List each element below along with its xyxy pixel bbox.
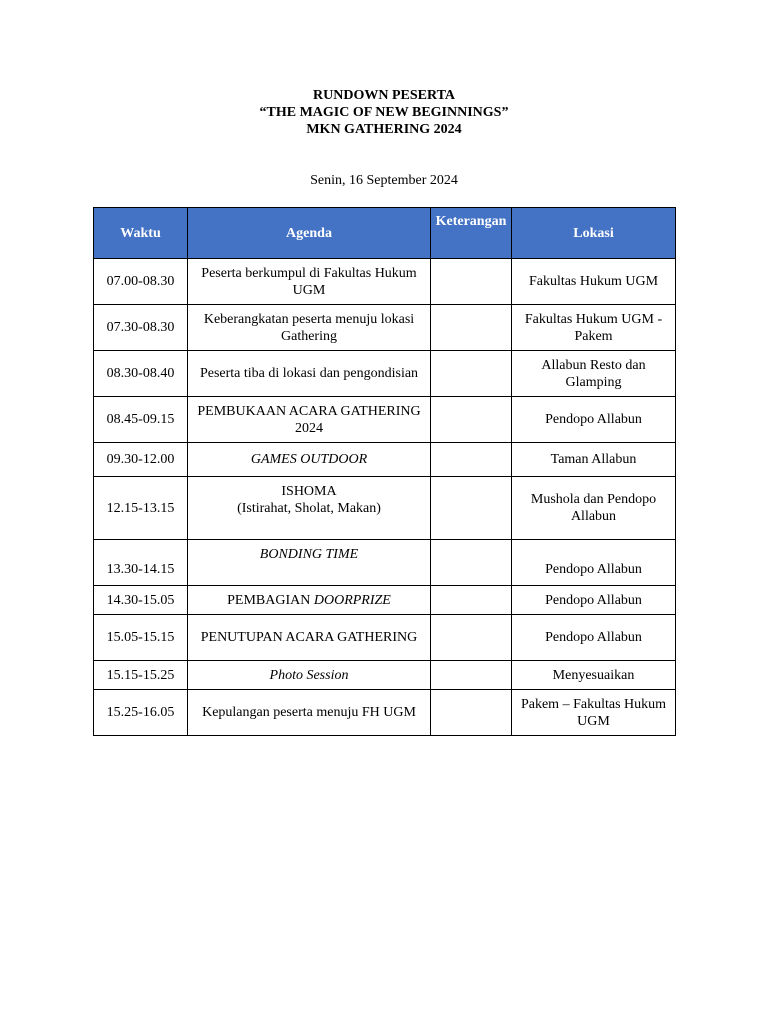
cell-waktu: 07.00-08.30	[94, 259, 188, 305]
header-keterangan: Keterangan	[431, 208, 512, 259]
cell-waktu: 15.25-16.05	[94, 690, 188, 736]
agenda-main: ISHOMA	[281, 484, 337, 499]
table-row	[94, 690, 676, 736]
cell-lokasi: Pakem – Fakultas Hukum UGM	[512, 690, 676, 736]
cell-waktu: 08.30-08.40	[94, 351, 188, 397]
title-line-3: MKN GATHERING 2024	[306, 122, 462, 137]
cell-waktu: 13.30-14.15	[94, 540, 188, 586]
cell-lokasi: Allabun Resto dan Glamping	[512, 351, 676, 397]
cell-keterangan	[431, 540, 512, 586]
cell-lokasi: Pendopo Allabun	[512, 540, 676, 586]
cell-keterangan	[431, 397, 512, 443]
cell-agenda: Photo Session	[188, 661, 431, 690]
cell-agenda: Peserta tiba di lokasi dan pengondisian	[188, 351, 431, 397]
cell-waktu: 08.45-09.15	[94, 397, 188, 443]
agenda-subtext: (Istirahat, Sholat, Makan)	[237, 501, 381, 516]
cell-agenda: Keberangkatan peserta menuju lokasi Gathering	[188, 305, 431, 351]
table-row	[94, 477, 676, 540]
event-date: Senin, 16 September 2024	[310, 173, 458, 188]
cell-waktu: 12.15-13.15	[94, 477, 188, 540]
cell-lokasi: Pendopo Allabun	[512, 586, 676, 615]
cell-agenda: Peserta berkumpul di Fakultas Hukum UGM	[188, 259, 431, 305]
cell-waktu: 09.30-12.00	[94, 443, 188, 477]
title-line-1: RUNDOWN PESERTA	[313, 88, 455, 103]
cell-waktu: 15.05-15.15	[94, 615, 188, 661]
document-title	[0, 87, 768, 138]
table-row	[94, 443, 676, 477]
cell-lokasi: Fakultas Hukum UGM - Pakem	[512, 305, 676, 351]
cell-keterangan	[431, 259, 512, 305]
cell-keterangan	[431, 661, 512, 690]
cell-lokasi: Taman Allabun	[512, 443, 676, 477]
cell-agenda	[188, 586, 431, 615]
cell-agenda: PENUTUPAN ACARA GATHERING	[188, 615, 431, 661]
header-waktu: Waktu	[94, 208, 188, 259]
header-lokasi: Lokasi	[512, 208, 676, 259]
cell-agenda: PEMBUKAAN ACARA GATHERING 2024	[188, 397, 431, 443]
table-row	[94, 305, 676, 351]
cell-agenda: GAMES OUTDOOR	[188, 443, 431, 477]
cell-keterangan	[431, 351, 512, 397]
cell-keterangan	[431, 586, 512, 615]
header-agenda: Agenda	[188, 208, 431, 259]
cell-agenda: BONDING TIME	[188, 540, 431, 586]
table-row	[94, 397, 676, 443]
table-row	[94, 259, 676, 305]
cell-lokasi: Mushola dan Pendopo Allabun	[512, 477, 676, 540]
agenda-prefix: PEMBAGIAN	[227, 592, 311, 608]
cell-waktu: 07.30-08.30	[94, 305, 188, 351]
cell-lokasi: Pendopo Allabun	[512, 397, 676, 443]
cell-keterangan	[431, 305, 512, 351]
rundown-table	[93, 207, 676, 736]
cell-lokasi: Menyesuaikan	[512, 661, 676, 690]
cell-keterangan	[431, 615, 512, 661]
cell-agenda	[188, 477, 431, 540]
table-header-row	[94, 208, 676, 259]
cell-agenda: Kepulangan peserta menuju FH UGM	[188, 690, 431, 736]
cell-waktu: 14.30-15.05	[94, 586, 188, 615]
cell-keterangan	[431, 690, 512, 736]
table-row	[94, 586, 676, 615]
cell-waktu: 15.15-15.25	[94, 661, 188, 690]
table-row	[94, 540, 676, 586]
table-row	[94, 615, 676, 661]
cell-lokasi: Fakultas Hukum UGM	[512, 259, 676, 305]
agenda-italic: DOORPRIZE	[313, 592, 391, 608]
cell-keterangan	[431, 443, 512, 477]
title-line-2: “THE MAGIC OF NEW BEGINNINGS”	[259, 105, 509, 120]
table-row	[94, 351, 676, 397]
cell-keterangan	[431, 477, 512, 540]
cell-lokasi: Pendopo Allabun	[512, 615, 676, 661]
table-row	[94, 661, 676, 690]
